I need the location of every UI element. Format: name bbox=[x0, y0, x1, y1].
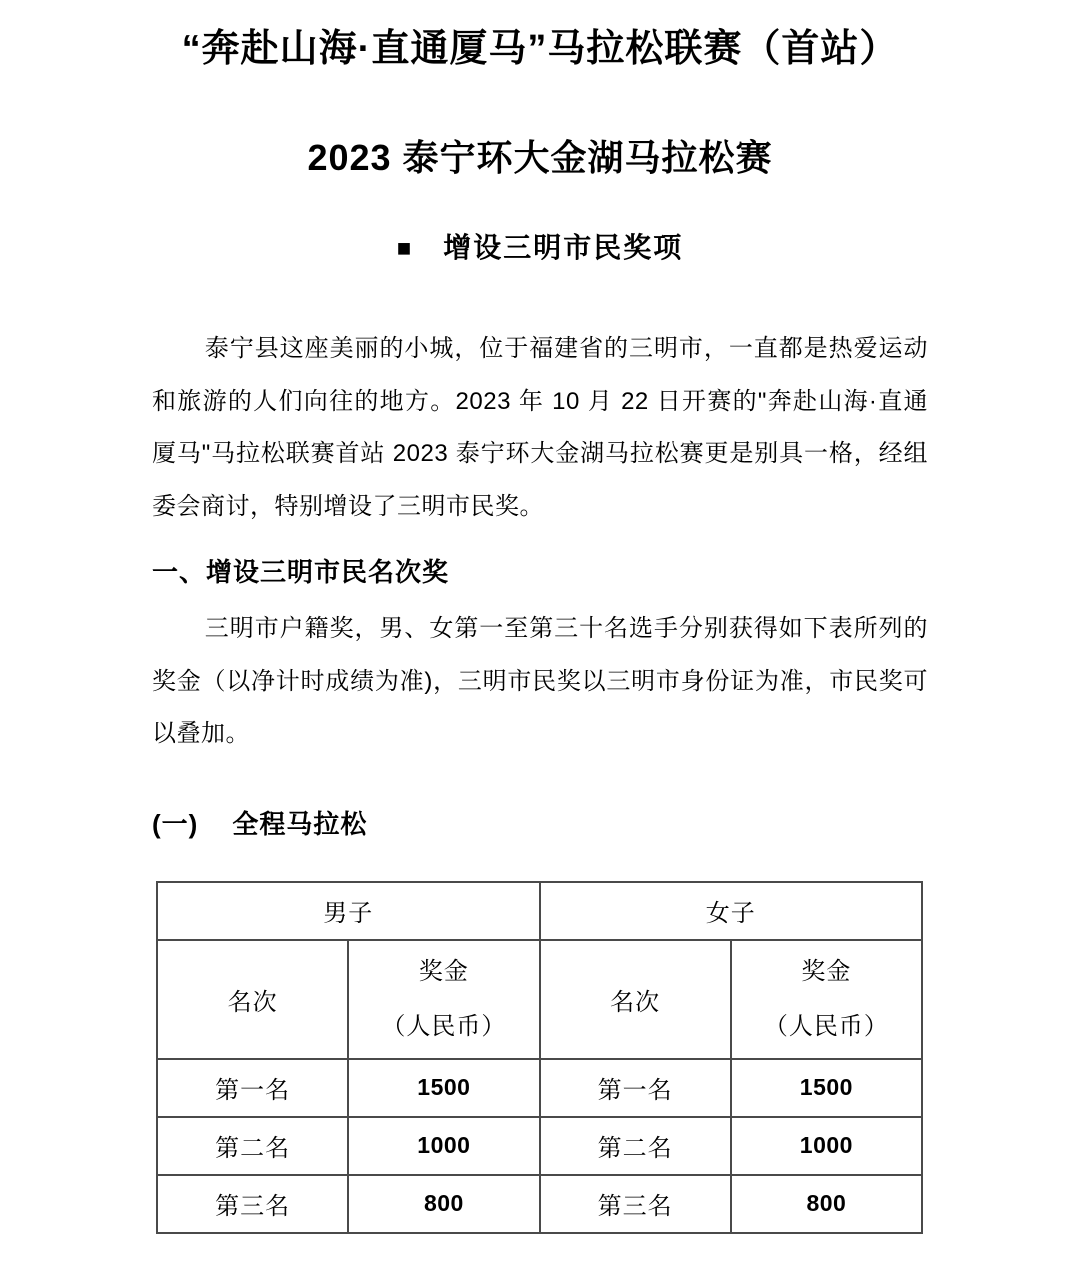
subsection-title: 全程马拉松 bbox=[232, 808, 368, 839]
section-one-paragraph: 三明市户籍奖，男、女第一至第三十名选手分别获得如下表所列的奖金（以净计时成绩为准)，三明市民奖以三明市身份证为准，市民奖可以叠加。 bbox=[152, 615, 928, 747]
prize-header-line1: 奖金 bbox=[801, 958, 852, 985]
table-group-header-row bbox=[157, 882, 922, 940]
women-rank-cell: 第三名 bbox=[540, 1175, 731, 1233]
document-title: “奔赴山海·直通厦马”马拉松联赛（首站） bbox=[181, 28, 899, 70]
table-row bbox=[157, 1059, 922, 1117]
document-subtitle: 2023 泰宁环大金湖马拉松赛 bbox=[307, 137, 773, 178]
men-rank-header: 名次 bbox=[157, 940, 348, 1059]
subsection-marker: (一) bbox=[152, 808, 199, 839]
prize-table bbox=[156, 881, 923, 1234]
women-prize-header bbox=[731, 940, 922, 1059]
prize-header-line2: （人民币） bbox=[381, 1013, 507, 1040]
men-prize-header bbox=[348, 940, 539, 1059]
section-one-heading: 一、增设三明市民名次奖 bbox=[152, 557, 450, 587]
women-prize-cell: 800 bbox=[731, 1175, 922, 1233]
prize-header-line1: 奖金 bbox=[418, 958, 469, 985]
women-prize-cell: 1000 bbox=[731, 1117, 922, 1175]
men-rank-cell: 第二名 bbox=[157, 1117, 348, 1175]
intro-paragraph: 泰宁县这座美丽的小城，位于福建省的三明市，一直都是热爱运动和旅游的人们向往的地方。2023 年 10 月 22 日开赛的"奔赴山海·直通厦马"马拉松联赛首站 2023 泰宁环大金湖马拉松赛更是别具一格，经组委会商讨，特别增设了三明市民奖。 bbox=[152, 335, 928, 520]
men-prize-cell: 800 bbox=[348, 1175, 539, 1233]
women-prize-cell: 1500 bbox=[731, 1059, 922, 1117]
table-subheader-row bbox=[157, 940, 922, 1059]
table-row bbox=[157, 1117, 922, 1175]
men-group-header: 男子 bbox=[157, 882, 540, 940]
men-rank-cell: 第三名 bbox=[157, 1175, 348, 1233]
prize-header-line2: （人民币） bbox=[763, 1013, 889, 1040]
women-rank-cell: 第一名 bbox=[540, 1059, 731, 1117]
men-rank-cell: 第一名 bbox=[157, 1059, 348, 1117]
women-group-header: 女子 bbox=[540, 882, 923, 940]
subsection-heading bbox=[152, 807, 928, 841]
men-prize-cell: 1000 bbox=[348, 1117, 539, 1175]
women-rank-cell: 第二名 bbox=[540, 1117, 731, 1175]
bullet-heading-label: 增设三明市民奖项 bbox=[443, 232, 684, 263]
men-prize-cell: 1500 bbox=[348, 1059, 539, 1117]
women-rank-header: 名次 bbox=[540, 940, 731, 1059]
bullet-heading bbox=[152, 230, 928, 267]
document-page bbox=[0, 26, 1080, 1271]
square-bullet-icon: ■ bbox=[396, 235, 414, 262]
table-row bbox=[157, 1175, 922, 1233]
